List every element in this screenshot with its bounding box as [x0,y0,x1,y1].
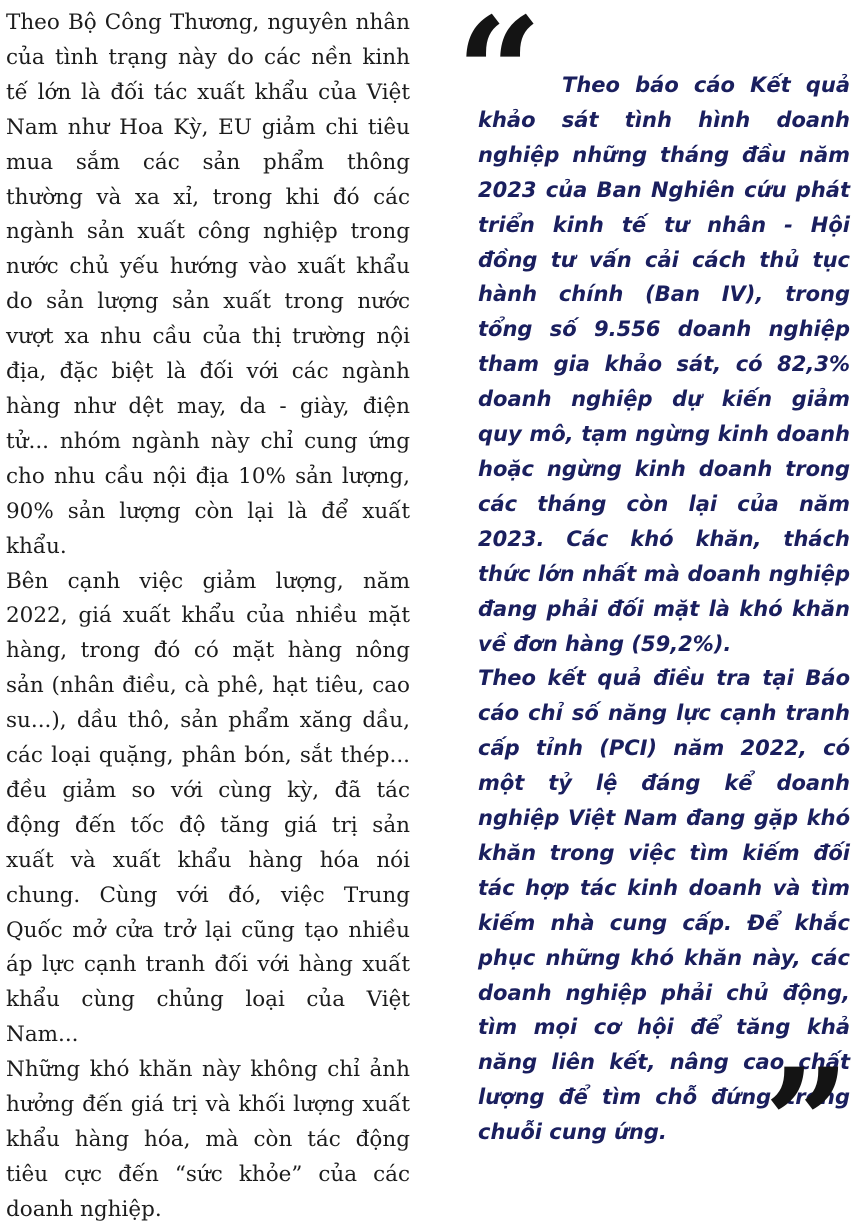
pullquote-box [456,0,852,1212]
article-body [6,6,410,1228]
open-quote-mark: “ [456,0,543,161]
article-paragraph: Những khó khăn này không chỉ ảnh hưởng đến giá trị và khối lượng xuất khẩu hàng hóa, mà còn tác động tiêu cực đến “sức khỏe” của các doanh nghiệp. [6,1057,410,1222]
pullquote-paragraph: Theo kết quả điều tra tại Báo cáo chỉ số năng lực cạnh tranh cấp tỉnh (PCI) năm 2022, có một tỷ lệ đáng kể doanh nghiệp Việt Nam đang gặp khó khăn trong việc tìm kiếm đối tác hợp tác kinh doanh và tìm kiếm nhà cung cấp. Để khắc phục những khó khăn này, các doanh nghiệp phải chủ động, tìm mọi cơ hội để tăng khả năng liên kết, nâng cao chất lượng để tìm chỗ đứng trong chuỗi cung ứng. [478,666,850,1145]
pullquote-paragraph: Theo báo cáo Kết quả khảo sát tình hình doanh nghiệp những tháng đầu năm 2023 của Ban Nghiên cứu phát triển kinh tế tư nhân - Hội đồng tư vấn cải cách thủ tục hành chính (Ban IV), trong tổng số 9.556 doanh nghiệp tham gia khảo sát, có 82,3% doanh nghiệp dự kiến giảm quy mô, tạm ngừng kinh doanh hoặc ngừng kinh doanh trong các tháng còn lại của năm 2023. Các khó khăn, thách thức lớn nhất mà doanh nghiệp đang phải đối mặt là khó khăn về đơn hàng (59,2%). [478,73,850,656]
article-paragraph: Theo Bộ Công Thương, nguyên nhân của tình trạng này do các nền kinh tế lớn là đối tác xuất khẩu của Việt Nam như Hoa Kỳ, EU giảm chi tiêu mua sắm các sản phẩm thông thường và xa xỉ, trong khi đó các ngành sản xuất công nghiệp trong nước chủ yếu hướng vào xuất khẩu do sản lượng sản xuất trong nước vượt xa nhu cầu của thị trường nội địa, đặc biệt là đối với các ngành hàng như dệt may, da - giày, điện tử... nhóm ngành này chỉ cung ứng cho nhu cầu nội địa 10% sản lượng, 90% sản lượng còn lại là để xuất khẩu. [6,10,410,559]
article-paragraph: Bên cạnh việc giảm lượng, năm 2022, giá xuất khẩu của nhiều mặt hàng, trong đó có mặt hàng nông sản (nhân điều, cà phê, hạt tiêu, cao su...), dầu thô, sản phẩm xăng dầu, các loại quặng, phân bón, sắt thép... đều giảm so với cùng kỳ, đã tác động đến tốc độ tăng giá trị sản xuất và xuất khẩu hàng hóa nói chung. Cùng với đó, việc Trung Quốc mở cửa trở lại cũng tạo nhiều áp lực cạnh tranh đối với hàng xuất khẩu cùng chủng loại của Việt Nam... [6,568,410,1048]
close-quote-mark: ” [763,1036,850,1212]
pullquote-text [478,68,850,1150]
